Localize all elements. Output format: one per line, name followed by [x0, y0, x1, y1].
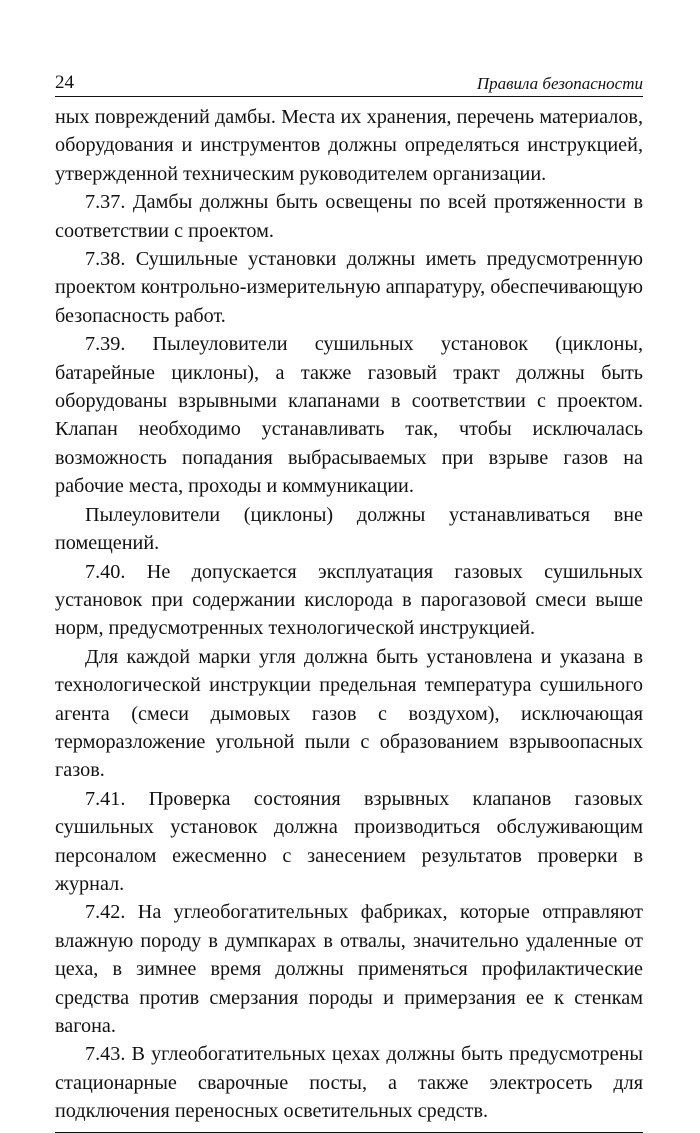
- paragraph-continuation: ных повреждений дамбы. Места их хранения, перечень материалов, оборудования и инструментов должны определяться инструкцией, утвержденной техническим руководителем организации.: [55, 106, 643, 185]
- paragraph-7-37: 7.37. Дамбы должны быть освещены по всей протяженности в соответствии с проектом.: [55, 191, 643, 242]
- paragraph-7-39: 7.39. Пылеуловители сушильных установок (циклоны, батарейные циклоны), а также газовый тракт должны быть оборудованы взрывными клапанами в соответствии с проектом. Клапан необходимо устанавливать так, чтобы исключалась возможность попадания выбрасываемых при взрыве газов на рабочие места, проходы и коммуникации.: [55, 333, 643, 498]
- paragraph-7-40-note: Для каждой марки угля должна быть установлена и указана в технологической инструкции предельная температура сушильного агента (смеси дымовых газов с воздухом), исключающая терморазложение угольной пыли с образованием взрывоопасных газов.: [55, 645, 643, 782]
- paragraph-7-43: 7.43. В углеобогатительных цехах должны быть предусмотрены стационарные сварочные посты, а также электросеть для подключения переносных осветительных средств.: [55, 1043, 643, 1123]
- paragraph-7-40: 7.40. Не допускается эксплуатация газовых сушильных установок при содержании кислорода в парогазовой смеси выше норм, предусмотренных технологической инструкцией.: [55, 560, 643, 640]
- running-title: Правила безопасности: [476, 74, 643, 93]
- paragraph-7-39-note: Пылеуловители (циклоны) должны устанавливаться вне помещений.: [55, 503, 643, 555]
- paragraph-7-42: 7.42. На углеобогатительных фабриках, которые отправляют влажную породу в думпкарах в отвалы, значительно удаленные от цеха, в зимнее время должны применяться профилактические средства против смерзания породы и примерзания ее к стенкам вагона.: [55, 901, 643, 1037]
- footer-rule: [55, 1132, 643, 1133]
- body-text: [55, 103, 643, 1126]
- page-number: 24: [55, 72, 74, 93]
- document-page: [55, 72, 643, 1133]
- paragraph-7-38: 7.38. Сушильные установки должны иметь предусмотренную проектом контрольно-измерительную аппаратуру, обеспечивающую безопасность работ.: [55, 248, 643, 327]
- paragraph-7-41: 7.41. Проверка состояния взрывных клапанов газовых сушильных установок должна производиться обслуживающим персоналом ежесменно с занесением результатов проверки в журнал.: [55, 787, 643, 895]
- running-header: [55, 72, 643, 97]
